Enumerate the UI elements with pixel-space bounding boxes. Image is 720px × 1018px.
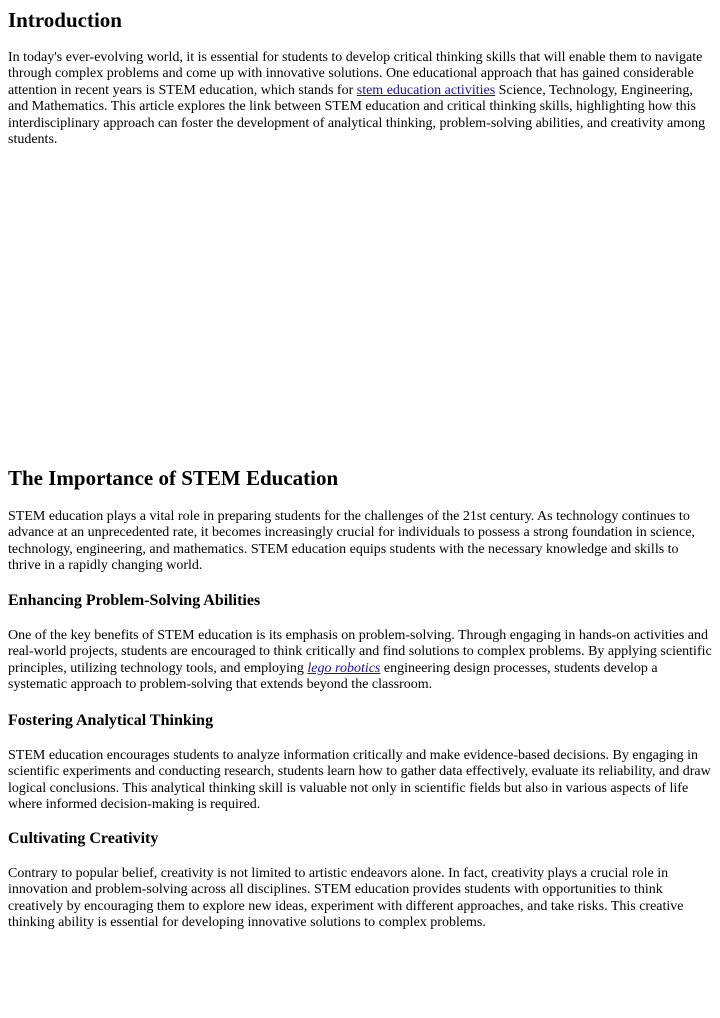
analytical-thinking-heading: Fostering Analytical Thinking [8, 712, 214, 729]
introduction-text-end: Science, Technology, Engineering, and Mathematics. This article explores the link between STEM education and critical thinking skills, highlighting how this interdisciplinary approach can foster the development of analytical thinking, problem-solving abilities, and creativity among students. [8, 82, 706, 148]
problem-solving-text-end: engineering design processes, students develop a systematic approach to problem-solving that extends beyond the classroom. [8, 660, 658, 693]
stem-education-activities-link[interactable]: stem education activities [356, 82, 496, 98]
importance-heading: The Importance of STEM Education [8, 466, 339, 490]
introduction-text-start: In today's ever-evolving world, it is essential for students to develop critical thinking skills that will enable them to navigate through complex problems and come up with innovative solutions. One educational approach that has gained considerable attention in recent years is STEM education, which stands for [8, 50, 703, 98]
importance-paragraph: STEM education plays a vital role in preparing students for the challenges of the 21st century. As technology continues to advance at an unprecedented rate, it becomes increasingly crucial for individuals to possess a strong foundation in science, technology, engineering, and mathematics. STEM education equips students with the necessary knowledge and skills to thrive in a rapidly changing world. [8, 509, 695, 574]
introduction-paragraph [8, 50, 712, 148]
creativity-paragraph: Contrary to popular belief, creativity is not limited to artistic endeavors alone. In fact, creativity plays a crucial role in innovation and problem-solving across all disciplines. STEM education provides students with opportunities to think creatively by encouraging them to explore new ideas, experiment with different approaches, and take risks. This creative thinking ability is essential for developing innovative solutions to complex problems. [8, 866, 684, 931]
problem-solving-paragraph [8, 628, 712, 694]
creativity-heading: Cultivating Creativity [8, 830, 159, 847]
problem-solving-heading: Enhancing Problem-Solving Abilities [8, 592, 261, 609]
lego-robotics-link[interactable]: lego robotics [307, 660, 381, 676]
analytical-thinking-paragraph: STEM education encourages students to analyze information critically and make evidence-based decisions. By engaging in scientific experiments and conducting research, students learn how to gather data effectively, evaluate its reliability, and draw logical conclusions. This analytical thinking skill is valuable not only in scientific fields but also in various aspects of life where informed decision-making is required. [8, 748, 711, 813]
problem-solving-text-start: One of the key benefits of STEM education is its emphasis on problem-solving. Through engaging in hands-on activities and real-world projects, students are encouraged to think critically and find solutions to complex problems. By applying scientific principles, utilizing technology tools, and employing [8, 628, 712, 676]
introduction-heading: Introduction [8, 8, 122, 32]
